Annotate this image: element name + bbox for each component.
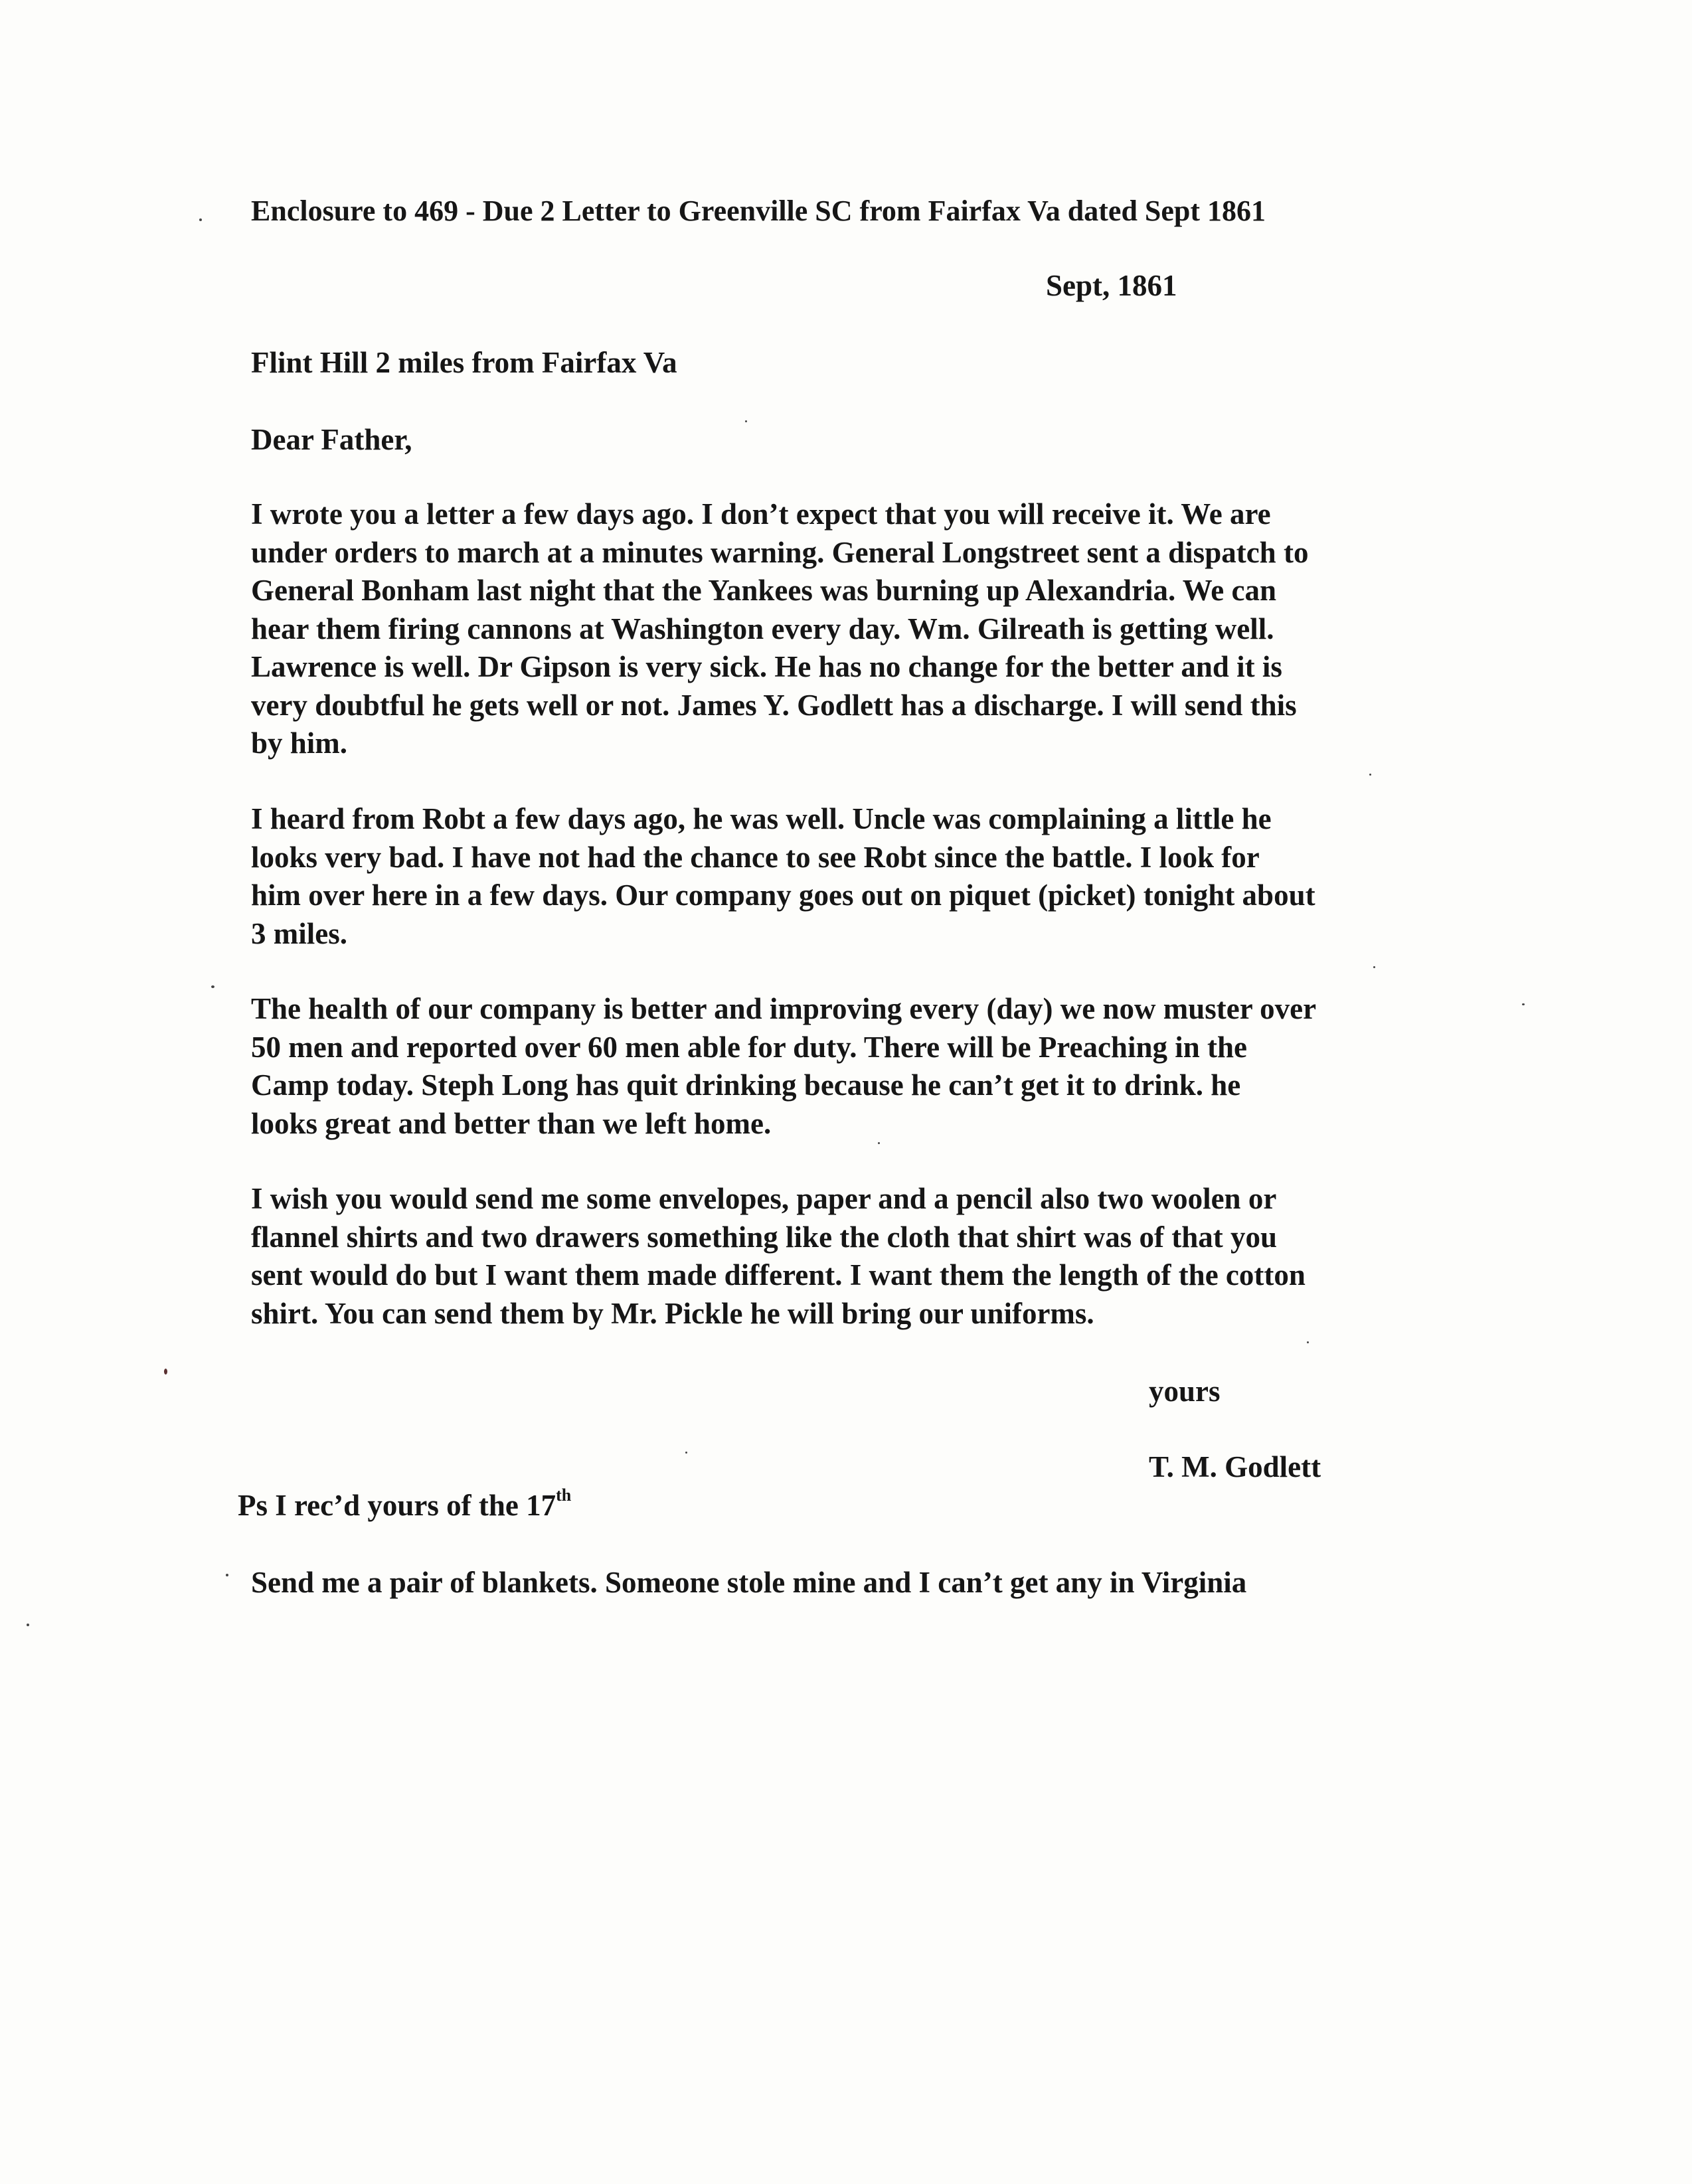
paragraph-line: Camp today. Steph Long has quit drinking because he can’t get it to drink. he bbox=[251, 1068, 1241, 1102]
scan-speck bbox=[164, 1369, 167, 1375]
scan-speck bbox=[878, 1142, 880, 1144]
postscript-superscript: th bbox=[556, 1485, 572, 1505]
paragraph-line: by him. bbox=[251, 726, 348, 760]
paragraph-line: very doubtful he gets well or not. James Y. Godlett has a discharge. I will send this bbox=[251, 688, 1297, 722]
paragraph-line: 50 men and reported over 60 men able for duty. There will be Preaching in the bbox=[251, 1030, 1247, 1064]
paragraph-line: 3 miles. bbox=[251, 916, 347, 950]
paragraph-line: flannel shirts and two drawers something like the cloth that shirt was of that you bbox=[251, 1220, 1278, 1254]
scan-speck bbox=[199, 218, 202, 221]
scan-speck bbox=[745, 420, 747, 422]
paragraph-line: hear them firing cannons at Washington every day. Wm. Gilreath is getting well. bbox=[251, 612, 1274, 645]
paragraph-1 bbox=[251, 495, 1480, 763]
letter-date: Sept, 1861 bbox=[1046, 269, 1177, 302]
scan-speck bbox=[1369, 774, 1371, 776]
paragraph-line: I heard from Robt a few days ago, he was well. Uncle was complaining a little he bbox=[251, 802, 1272, 835]
scan-speck bbox=[1373, 966, 1375, 968]
letter-signature: T. M. Godlett bbox=[1149, 1450, 1321, 1483]
letter-heading: Enclosure to 469 - Due 2 Letter to Greenville SC from Fairfax Va dated Sept 1861 bbox=[251, 195, 1266, 227]
letter-closing: yours bbox=[1149, 1375, 1221, 1408]
scan-speck bbox=[1522, 1003, 1525, 1005]
paragraph-line: The health of our company is better and improving every (day) we now muster over bbox=[251, 992, 1317, 1025]
paragraph-4 bbox=[251, 1180, 1480, 1333]
scan-speck bbox=[226, 1574, 228, 1576]
paragraph-2 bbox=[251, 800, 1480, 953]
scan-speck bbox=[27, 1624, 29, 1626]
paragraph-line: him over here in a few days. Our company goes out on piquet (picket) tonight about bbox=[251, 879, 1315, 912]
postscript-line-2: Send me a pair of blankets. Someone stole mine and I can’t get any in Virginia bbox=[251, 1566, 1247, 1599]
paragraph-line: I wish you would send me some envelopes, paper and a pencil also two woolen or bbox=[251, 1182, 1277, 1215]
paragraph-line: shirt. You can send them by Mr. Pickle he will bring our uniforms. bbox=[251, 1296, 1094, 1330]
paragraph-line: Lawrence is well. Dr Gipson is very sick. He has no change for the better and it is bbox=[251, 650, 1282, 683]
postscript-text: Ps I rec’d yours of the 17 bbox=[238, 1489, 556, 1522]
paragraph-line: looks very bad. I have not had the chance to see Robt since the battle. I look for bbox=[251, 840, 1260, 874]
paragraph-line: under orders to march at a minutes warning. General Longstreet sent a dispatch to bbox=[251, 535, 1309, 569]
scan-speck bbox=[1307, 1341, 1309, 1343]
letter-place: Flint Hill 2 miles from Fairfax Va bbox=[251, 346, 677, 379]
paragraph-line: I wrote you a letter a few days ago. I don’t expect that you will receive it. We are bbox=[251, 497, 1271, 531]
postscript bbox=[238, 1485, 572, 1522]
scan-speck bbox=[211, 985, 214, 988]
paragraph-line: looks great and better than we left home. bbox=[251, 1106, 772, 1140]
paragraph-line: sent would do but I want them made different. I want them the length of the cotton bbox=[251, 1258, 1306, 1292]
paragraph-line: General Bonham last night that the Yankees was burning up Alexandria. We can bbox=[251, 574, 1276, 607]
scan-speck bbox=[685, 1452, 687, 1454]
paragraph-3 bbox=[251, 990, 1480, 1143]
letter-salutation: Dear Father, bbox=[251, 423, 412, 456]
